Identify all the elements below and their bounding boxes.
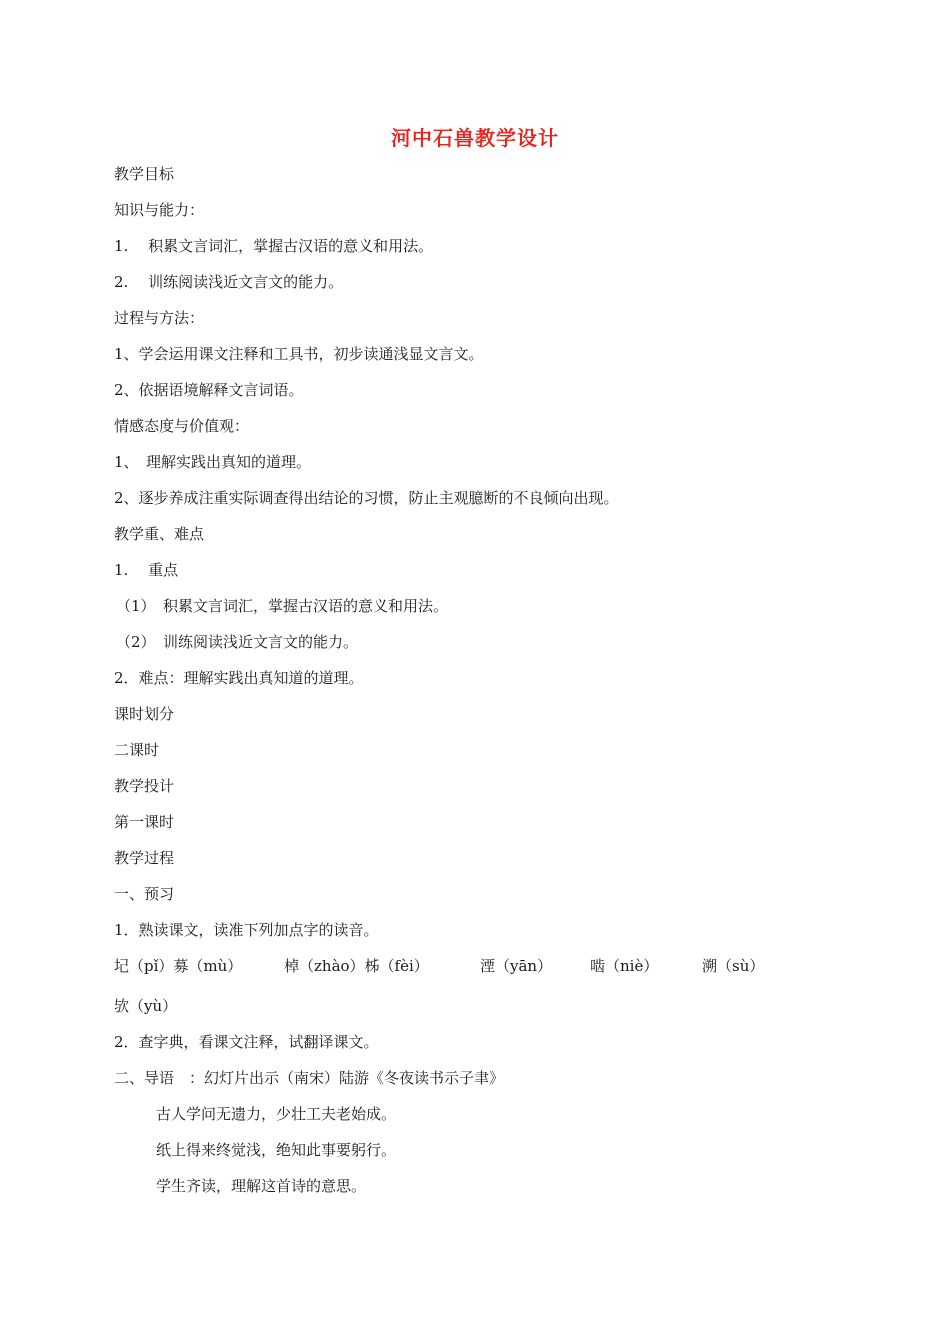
heading-knowledge-ability: 知识与能力： [114,201,205,219]
heading-key-difficult: 教学重、难点 [114,525,205,543]
paragraph: 二课时 [114,741,160,759]
heading-lesson-division: 课时划分 [114,705,175,723]
heading-teaching-goals: 教学目标 [114,165,175,183]
pronunciation-item: 溯（sù） [702,957,765,975]
heading-teaching-design: 教学投计 [114,777,175,795]
list-item: 2．难点：理解实践出真知道的道理。 [114,669,364,687]
list-item: （2） 训练阅读浅近文言文的能力。 [116,633,359,651]
pronunciation-item: 湮（yān） [480,957,553,975]
heading-teaching-process: 教学过程 [114,849,175,867]
pronunciation-item: 棹（zhào）柹（fèi） [284,957,429,975]
list-item: 2、逐步养成注重实际调查得出结论的习惯，防止主观臆断的不良倾向出现。 [114,489,619,507]
list-item: 2、依据语境解释文言词语。 [114,381,304,399]
heading-introduction: 二、导语 ：幻灯片出示（南宋）陆游《冬夜读书示子聿》 [114,1069,505,1087]
poem-line: 古人学问无遗力，少壮工夫老始成。 [156,1105,397,1123]
list-item: 1、 理解实践出真知的道理。 [114,453,312,471]
pronunciation-item: 欤（yù） [114,997,178,1015]
list-item: 1、学会运用课文注释和工具书，初步读通浅显文言文。 [114,345,484,363]
list-item: （1） 积累文言词汇，掌握古汉语的意义和用法。 [116,597,449,615]
list-item: 2．查字典，看课文注释，试翻译课文。 [114,1033,379,1051]
heading-emotion-values: 情感态度与价值观： [114,417,250,435]
pronunciation-item: 圮（pǐ）募（mù） [114,957,243,975]
poem-line: 纸上得来终觉浅，绝知此事要躬行。 [156,1141,397,1159]
heading-first-lesson: 第一课时 [114,813,175,831]
list-item: 2. 训练阅读浅近文言文的能力。 [114,273,344,291]
list-item: 1. 积累文言词汇，掌握古汉语的意义和用法。 [114,237,434,255]
list-item: 1．熟读课文，读准下列加点字的读音。 [114,921,379,939]
list-item: 1. 重点 [114,561,179,579]
heading-process-method: 过程与方法： [114,309,205,327]
pronunciation-item: 啮（niè） [590,957,659,975]
page-title: 河中石兽教学设计 [391,126,559,150]
heading-preview: 一、预习 [114,885,175,903]
paragraph: 学生齐读，理解这首诗的意思。 [156,1177,367,1195]
